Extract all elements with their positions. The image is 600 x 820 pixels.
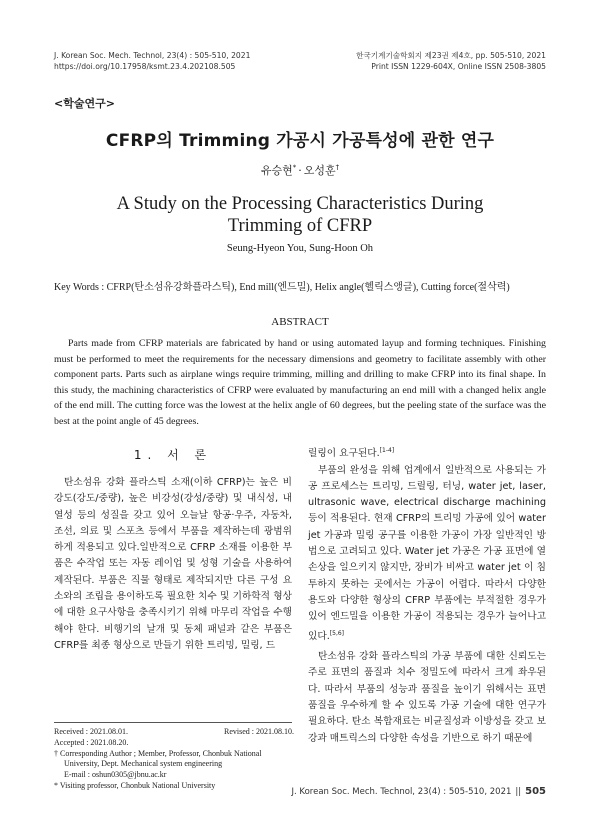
citation-5-6: [5,6] (329, 629, 345, 637)
intro-paragraph-3: 탄소섬유 강화 플라스틱의 가공 부품에 대한 신뢰도는 주로 표면의 품질과 치수 정밀도에 따라서 크게 좌우된다. 따라서 부품의 성능과 품질을 높이기 위해서는 표면 품질을 우수하게 할 수 있도록 가공 기술에 대한 연구가 필요하다. 탄소 복합재료는 비균질성과 이방성을 갖고 보강과 매트릭스의 다양한 속성을 기반으로 하기 때문에 (308, 651, 546, 744)
footnote-divider (54, 722, 292, 723)
author-2: 오성훈 (303, 164, 336, 177)
journal-citation: J. Korean Soc. Mech. Technol, 23(4) : 505-510, 2021 (54, 51, 251, 60)
keywords (54, 278, 554, 293)
korean-title: CFRP의 Trimming 가공시 가공특성에 관한 연구 (105, 131, 495, 151)
citation-1-4: [1-4] (379, 447, 395, 454)
doi-link[interactable]: https://doi.org/10.17958/ksmt.23.4.202108.505 (54, 61, 236, 71)
footnotes (54, 727, 294, 792)
running-header-right (356, 51, 546, 72)
english-title-line-2: Trimming of CFRP (227, 216, 373, 236)
section-heading-introduction: 1. 서 론 (133, 448, 213, 462)
page-footer (292, 786, 546, 797)
page-number: 505 (525, 786, 546, 797)
continued-text: 릴링이 요구된다. (308, 448, 380, 460)
abstract-heading: ABSTRACT (271, 316, 329, 328)
author-2-mark: † (335, 163, 340, 172)
visiting-professor-note: * Visiting professor, Chonbuk National University (54, 780, 216, 790)
english-title (60, 193, 540, 237)
article-category: <학술연구> (54, 97, 115, 110)
abstract-text: Parts made from CFRP materials are fabricated by hand or using automated layup and forming techniques. Finishing must be performed to meet the requirements for the necessary dimensions and geometry to facilitate assembly with other component parts. Parts such as airplane wings require trimming, milling and drilling to make CFRP into its final shape. In this study, the machining characteristics of CFRP were evaluated by manufacturing an end mill with a changed helix angle of the end mill. The cutting force was the lowest at the helix angle of 60 degrees, but the peeling state of the surface was the best at the point angle of 45 degrees. (54, 338, 546, 427)
english-title-line-1: A Study on the Processing Characteristics During (116, 194, 484, 214)
footer-citation: J. Korean Soc. Mech. Technol, 23(4) : 505-510, 2021 (291, 787, 512, 797)
running-header-left (54, 51, 250, 72)
intro-paragraph-1-continued (308, 443, 546, 463)
received-date: Received : 2021.08.01. (54, 727, 128, 736)
accepted-date: Accepted : 2021.08.20. (54, 737, 129, 747)
author-1-mark: * (292, 163, 297, 172)
right-column (308, 443, 546, 747)
author-1: 유승현 (260, 164, 293, 177)
footer-separator: || (515, 787, 522, 797)
corresponding-email[interactable]: E-mail : oshun0305@jbnu.ac.kr (64, 770, 167, 780)
issn-line: Print ISSN 1229-604X, Online ISSN 2508-3805 (371, 61, 546, 71)
revised-date: Revised : 2021.08.10. (224, 727, 294, 736)
paragraph-2-text: 부품의 완성을 위해 업계에서 일반적으로 사용되는 가공 프로세스는 트리밍, 드릴링, 터닝, water jet, laser, ultrasonic wave, electrical discharge machining 등이 적용된다. 현재 CFRP의 트리밍 가공에 있어 water jet 가공과 밀링 공구를 이용한 가공이 가장 일반적인 방법으로 고려되고 있다. Water jet 가공은 가공 표면에 열 손상을 일으키지 않지만, 장비가 비싸고 water jet 이 침투하지 못하는 곳에서는 가공이 어렵다. 따라서 다양한 용도와 다양한 형상의 CFRP 부품에는 부적절한 경우가 있어 엔드밀을 이용한 가공이 적용되는 경우가 늘어나고 있다. (308, 464, 546, 642)
date-line (54, 727, 294, 738)
corresponding-author: † Corresponding Author ; Member, Professor, Chonbuk National (54, 748, 262, 758)
english-authors: Seung-Hyeon You, Sung-Hoon Oh (226, 243, 374, 254)
keywords-label: Key Words : (54, 282, 105, 293)
korean-authors (0, 162, 600, 178)
left-column (54, 446, 292, 654)
keywords-text: CFRP(탄소섬유강화플라스틱), End mill(엔드밀), Helix angle(헬릭스앵글), Cutting force(절삭력) (106, 282, 510, 293)
intro-paragraph-2 (308, 463, 546, 646)
corresponding-affiliation: University, Dept. Mechanical system engineering (64, 759, 223, 769)
intro-paragraph-1: 탄소섬유 강화 플라스틱 소재(이하 CFRP)는 높은 비강도(강도/중량), 높은 비강성(강성/중량) 및 내식성, 내열성 등의 성질을 갖고 있어 오늘날 항공·우주, 자동차, 조선, 의료 및 스포츠 등에서 부품을 제작하는데 광범위하게 적용되고 있다.일반적으로 CFRP 소재를 이용한 부품은 수작업 또는 자동 레이업 및 성형 기술을 사용하여 제작된다. 부품은 직물 형태로 제작되지만 다른 구성 요소와의 조립을 용이하도록 필요한 치수 및 기하학적 형상에 대한 요구사항을 충족시키기 위해 마무리 작업을 수행해야 한다. 비행기의 날개 및 동체 패널과 같은 부품은 CFRP를 최종 형상으로 만들기 위한 트리밍, 밀링, 드 (54, 477, 292, 651)
author-separator: · (298, 164, 302, 177)
journal-korean-citation: 한국기계기술학회지 제23권 제4호, pp. 505-510, 2021 (356, 51, 546, 60)
